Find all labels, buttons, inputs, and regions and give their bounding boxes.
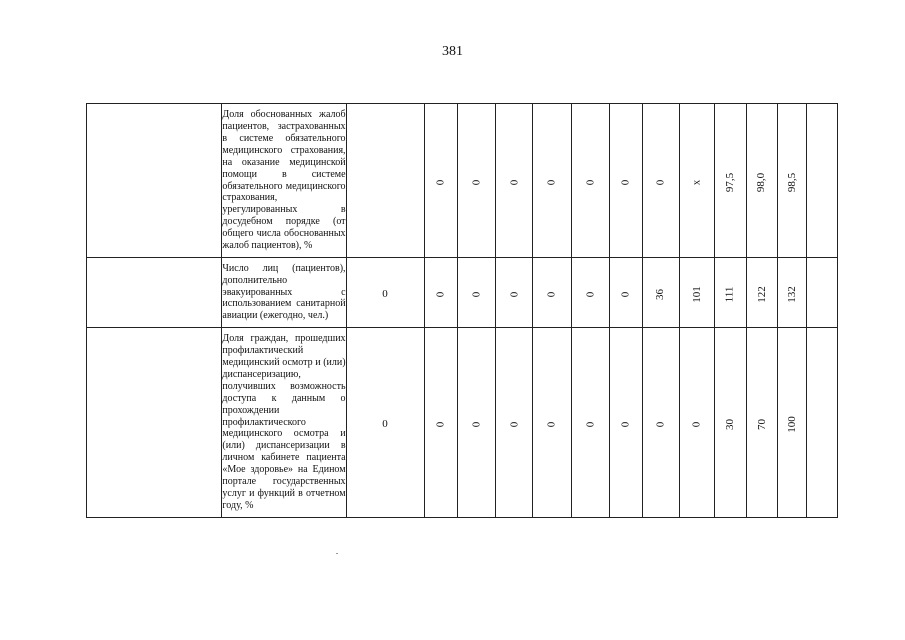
indicator-description: Доля обоснованных жалоб пациентов, застрахованных в системе обязательного медицинского страхования, на оказание медицинской помощи в системе обязательного медицинского страхования, урегулированных в досудебном порядке (от общего числа обоснованных жалоб пациентов), % <box>222 104 346 258</box>
blank-cell <box>87 104 222 258</box>
value-cell <box>807 104 838 258</box>
value-cell: 0 <box>610 258 643 328</box>
value-cell: 0 <box>424 328 458 518</box>
value-cell: 97,5 <box>714 104 746 258</box>
value-cell: 30 <box>714 328 746 518</box>
value-cell: 0 <box>496 258 533 328</box>
value-cell: 0 <box>643 104 680 258</box>
value-cell: 0 <box>424 104 458 258</box>
value-cell: 0 <box>533 328 572 518</box>
value-cell: 98,0 <box>746 104 778 258</box>
value-cell: 0 <box>458 104 496 258</box>
value-cell: 0 <box>458 328 496 518</box>
value-cell: 0 <box>572 258 610 328</box>
page-number: 381 <box>442 44 463 59</box>
base-value-cell: 0 <box>346 328 424 518</box>
value-cell: 0 <box>610 104 643 258</box>
value-cell: 132 <box>778 258 807 328</box>
value-cell: 0 <box>610 328 643 518</box>
value-cell: 0 <box>424 258 458 328</box>
blank-cell <box>87 258 222 328</box>
table-row <box>87 258 838 328</box>
value-cell: 111 <box>714 258 746 328</box>
scan-speck <box>336 553 338 554</box>
indicator-description: Число лиц (пациентов), дополнительно эвакуированных с использованием санитарной авиации (ежегодно, чел.) <box>222 258 346 328</box>
value-cell: 0 <box>643 328 680 518</box>
value-cell: 0 <box>496 104 533 258</box>
value-cell: 0 <box>572 328 610 518</box>
blank-cell <box>87 328 222 518</box>
base-value-cell <box>346 104 424 258</box>
value-cell: 0 <box>679 328 714 518</box>
value-cell <box>807 258 838 328</box>
value-cell: 0 <box>572 104 610 258</box>
value-cell: 100 <box>778 328 807 518</box>
value-cell: 36 <box>643 258 680 328</box>
value-cell: 70 <box>746 328 778 518</box>
value-cell: 0 <box>533 104 572 258</box>
value-cell: 0 <box>496 328 533 518</box>
value-cell: 0 <box>458 258 496 328</box>
value-cell: 122 <box>746 258 778 328</box>
indicator-description: Доля граждан, прошедших профилактический медицинский осмотр и (или) диспансеризацию, получивших возможность доступа к данным о прохождении профилактического медицинского осмотра и (или) диспансеризации в личном кабинете пациента «Мое здоровье» на Едином портале государственных услуг и функций в отчетном году, % <box>222 328 346 518</box>
table-row <box>87 104 838 258</box>
base-value-cell: 0 <box>346 258 424 328</box>
value-cell: 0 <box>533 258 572 328</box>
value-cell: 101 <box>679 258 714 328</box>
table-row <box>87 328 838 518</box>
value-cell <box>807 328 838 518</box>
value-cell: 98,5 <box>778 104 807 258</box>
value-cell: x <box>679 104 714 258</box>
indicators-table <box>86 103 838 518</box>
